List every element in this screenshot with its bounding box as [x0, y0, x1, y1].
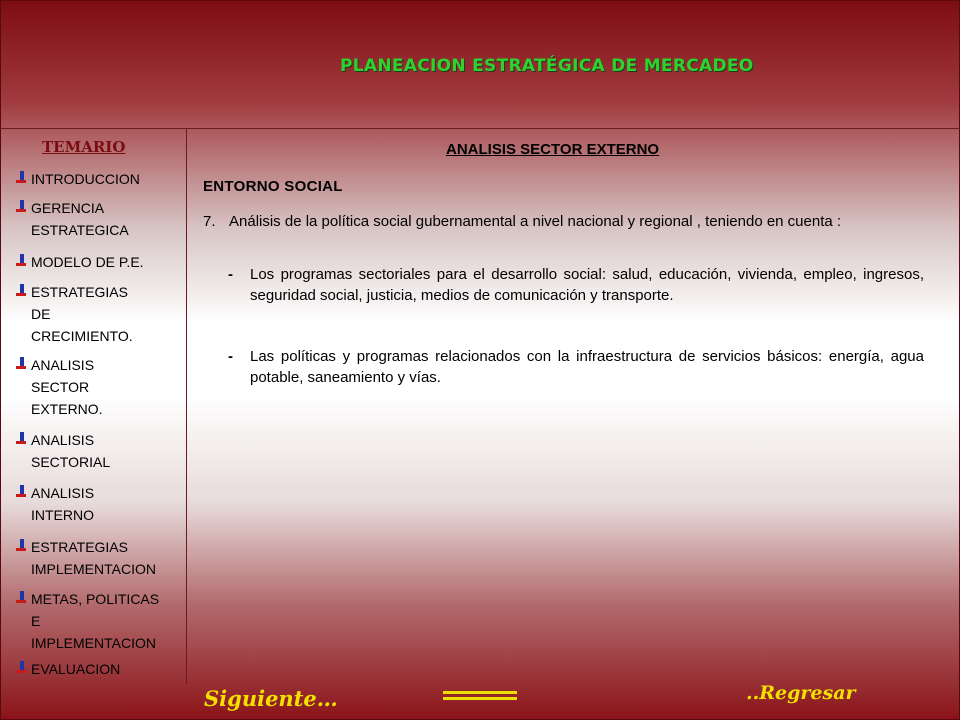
sidebar-item-label-line: ANALISIS — [31, 432, 95, 448]
sidebar-item[interactable] — [16, 201, 129, 241]
page-title: PLANEACION ESTRATÉGICA DE MERCADEO — [340, 56, 754, 76]
sidebar-item-label-line: ANALISIS — [31, 485, 95, 501]
menu-bullet-icon — [16, 254, 26, 270]
sidebar-item-label-line: CRECIMIENTO. — [31, 328, 133, 344]
sidebar-item-label — [31, 482, 94, 526]
sidebar-item[interactable] — [16, 358, 103, 420]
next-button[interactable]: Siguiente… — [204, 686, 338, 711]
sidebar-item[interactable] — [16, 255, 144, 273]
point-number: 7. — [203, 213, 216, 230]
sidebar-item-label-line: SECTORIAL — [31, 454, 111, 470]
sidebar-item-label-line: GERENCIA — [31, 200, 105, 216]
sidebar-item-label — [31, 197, 129, 241]
sidebar-item-label-line: EXTERNO. — [31, 401, 103, 417]
sidebar-item[interactable] — [16, 540, 156, 580]
sidebar-item-label-line: IMPLEMENTACION — [31, 561, 156, 577]
bullet-text: Los programas sectoriales para el desarrollo social: salud, educación, vivienda, empleo, ingresos, seguridad social, justicia, medios de comunicación y transporte. — [250, 266, 924, 304]
bullet-text: Las políticas y programas relacionados con la infraestructura de servicios básicos: energía, agua potable, saneamiento y vías. — [250, 348, 924, 386]
sidebar-item[interactable] — [16, 662, 120, 680]
sidebar-item-label-line: E — [31, 613, 41, 629]
menu-bullet-icon — [16, 661, 26, 677]
sidebar-item-label-line: SECTOR — [31, 379, 90, 395]
bullet-dash: - — [228, 266, 233, 283]
sidebar-divider — [186, 128, 187, 684]
sidebar-item-label-line: IMPLEMENTACION — [31, 635, 156, 651]
sidebar-item-label-line: MODELO DE P.E. — [31, 254, 144, 270]
menu-bullet-icon — [16, 485, 26, 501]
menu-bullet-icon — [16, 200, 26, 216]
sidebar-item-label — [31, 168, 140, 190]
menu-bullet-icon — [16, 284, 26, 300]
menu-bullet-icon — [16, 539, 26, 555]
sidebar-heading: TEMARIO — [42, 138, 126, 156]
sidebar-item[interactable] — [16, 172, 140, 190]
bullet-item — [228, 264, 924, 306]
sidebar-item[interactable] — [16, 433, 110, 473]
sidebar-item[interactable] — [16, 592, 159, 654]
menu-bullet-icon — [16, 591, 26, 607]
sidebar-item-label-line: DE — [31, 306, 51, 322]
bullet-item — [228, 346, 924, 388]
numbered-point — [203, 212, 923, 232]
sidebar-item-label-line: ESTRATEGIAS — [31, 539, 128, 555]
back-button[interactable]: ..Regresar — [746, 682, 856, 704]
subsection-heading: ENTORNO SOCIAL — [203, 178, 343, 195]
sidebar-item-label — [31, 354, 103, 420]
sidebar-item-label-line: ANALISIS — [31, 357, 95, 373]
sidebar-item[interactable] — [16, 486, 94, 526]
menu-bullet-icon — [16, 171, 26, 187]
sidebar-item-label-line: INTRODUCCION — [31, 171, 140, 187]
sidebar-item-label-line: METAS, POLITICAS — [31, 591, 160, 607]
sidebar-item[interactable] — [16, 285, 133, 347]
sidebar-item-label-line: EVALUACION — [31, 661, 121, 677]
section-heading: ANALISIS SECTOR EXTERNO — [446, 141, 660, 158]
point-text: Análisis de la política social gubernamental a nivel nacional y regional , teniendo en cuenta : — [229, 213, 842, 230]
sidebar-item-label-line: ESTRATEGIAS — [31, 284, 128, 300]
sidebar-item-label — [31, 658, 120, 680]
header-divider — [0, 128, 960, 129]
menu-bullet-icon — [16, 357, 26, 373]
menu-bullet-icon — [16, 432, 26, 448]
double-line-link-icon[interactable] — [443, 691, 517, 701]
sidebar-item-label — [31, 536, 156, 580]
sidebar-item-label — [31, 588, 159, 654]
sidebar-item-label-line: INTERNO — [31, 507, 94, 523]
sidebar-item-label — [31, 251, 144, 273]
sidebar-item-label — [31, 281, 133, 347]
sidebar-item-label — [31, 429, 110, 473]
bullet-dash: - — [228, 348, 233, 365]
sidebar-item-label-line: ESTRATEGICA — [31, 222, 129, 238]
